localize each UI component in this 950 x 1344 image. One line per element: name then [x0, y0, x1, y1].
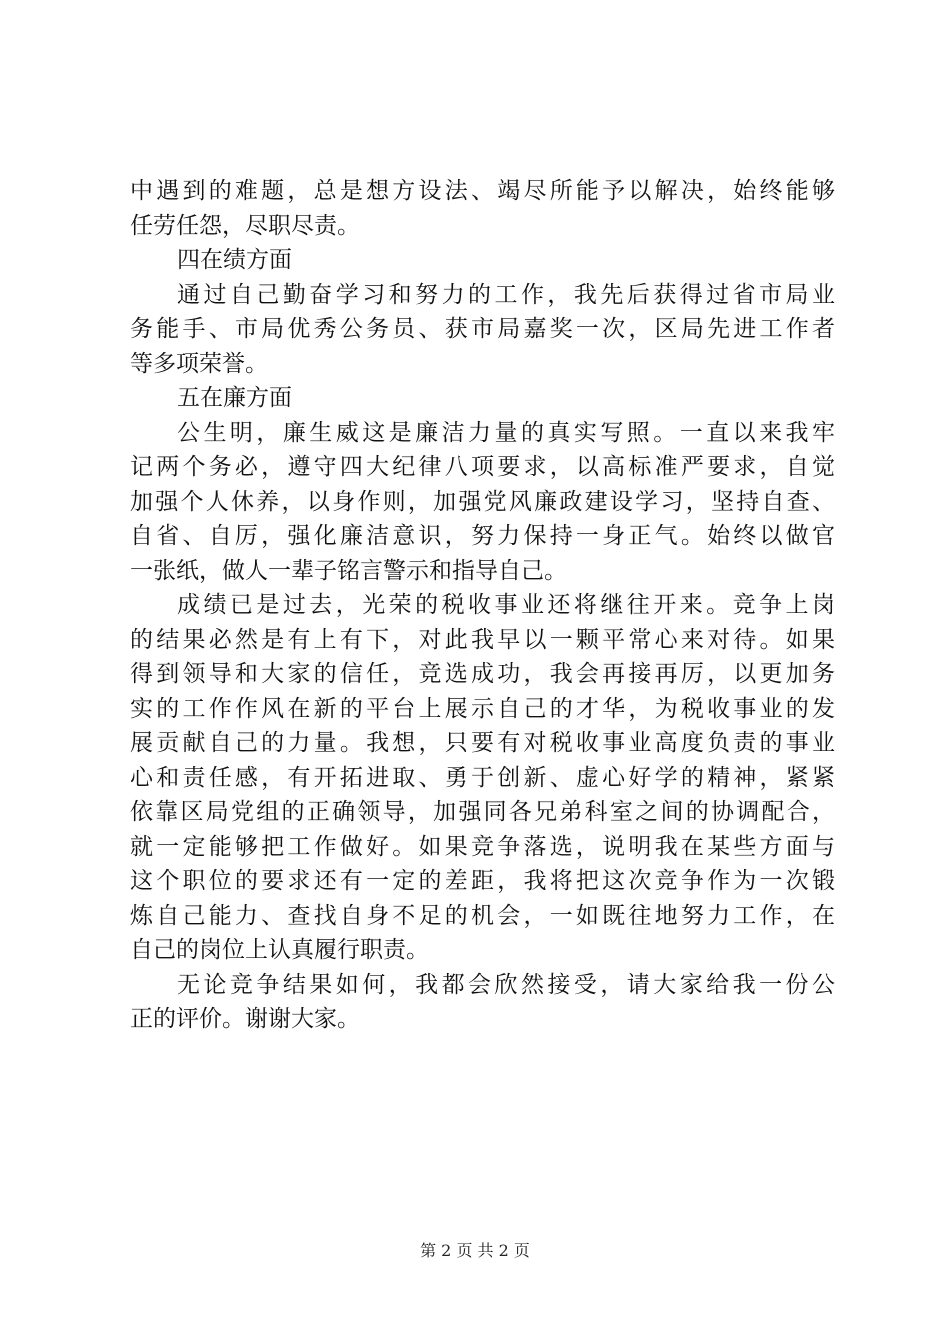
text-line: 这个职位的要求还有一定的差距，我将把这次竞争作为一次锻 — [130, 868, 835, 894]
text-line: 公生明，廉生威这是廉洁力量的真实写照。一直以来我牢 — [177, 419, 835, 446]
text-line: 一张纸，做人一辈子铭言警示和指导自己。 — [130, 557, 567, 584]
text-line: 心和责任感，有开拓进取、勇于创新、虚心好学的精神，紧紧 — [130, 764, 835, 791]
page-number-footer: 第 2 页 共 2 页 — [420, 1241, 530, 1260]
text-line: 正的评价。谢谢大家。 — [130, 1006, 360, 1032]
text-line: 加强个人休养，以身作则，加强党风廉政建设学习，坚持自查、 — [130, 488, 835, 515]
text-line: 中遇到的难题，总是想方设法、竭尽所能予以解决，始终能够 — [130, 178, 835, 204]
text-line: 自省、自厉，强化廉洁意识，努力保持一身正气。始终以做官 — [130, 523, 835, 549]
text-line: 无论竞争结果如何，我都会欣然接受，请大家给我一份公 — [177, 971, 835, 998]
text-line: 通过自己勤奋学习和努力的工作，我先后获得过省市局业 — [177, 281, 835, 308]
text-line: 自己的岗位上认真履行职责。 — [130, 937, 429, 963]
text-line: 成绩已是过去，光荣的税收事业还将继往开来。竞争上岗 — [177, 592, 835, 618]
text-line: 记两个务必，遵守四大纪律八项要求，以高标准严要求，自觉 — [130, 454, 835, 480]
text-line: 等多项荣誉。 — [130, 350, 268, 377]
text-line: 实的工作作风在新的平台上展示自己的才华，为税收事业的发 — [130, 695, 835, 722]
text-line: 就一定能够把工作做好。如果竞争落选，说明我在某些方面与 — [130, 833, 835, 860]
document-body — [130, 174, 835, 1037]
text-line: 依靠区局党组的正确领导，加强同各兄弟科室之间的协调配合， — [130, 799, 835, 825]
section-heading: 五在廉方面 — [177, 385, 292, 411]
text-line: 展贡献自己的力量。我想，只要有对税收事业高度负责的事业 — [130, 730, 835, 756]
text-line: 炼自己能力、查找自身不足的机会，一如既往地努力工作，在 — [130, 902, 835, 929]
section-heading: 四在绩方面 — [177, 247, 292, 273]
text-line: 任劳任怨，尽职尽责。 — [130, 212, 360, 239]
text-line: 务能手、市局优秀公务员、获市局嘉奖一次，区局先进工作者 — [130, 316, 835, 342]
text-line: 的结果必然是有上有下，对此我早以一颗平常心来对待。如果 — [130, 626, 835, 653]
text-line: 得到领导和大家的信任，竞选成功，我会再接再厉，以更加务 — [130, 661, 835, 687]
